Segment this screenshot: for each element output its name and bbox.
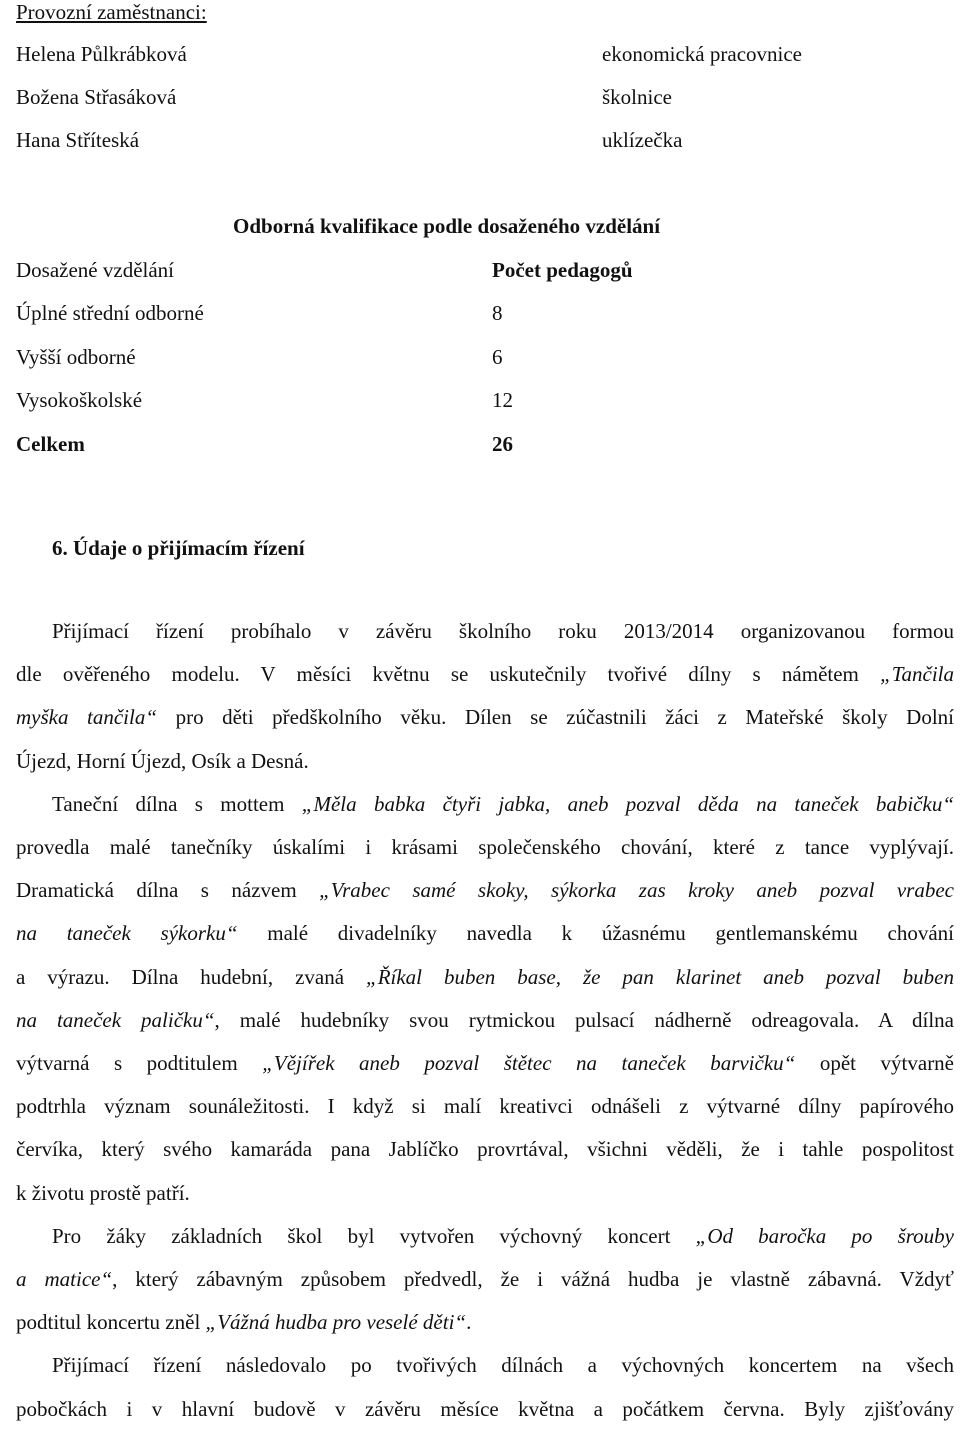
body-text bbox=[16, 610, 954, 1431]
text-line: Újezd, Horní Újezd, Osík a Desná. bbox=[16, 748, 309, 773]
col-education-header: Dosažené vzdělání bbox=[16, 258, 175, 282]
staff-role: ekonomická pracovnice bbox=[602, 42, 802, 66]
text-line: podtitul koncertu zněl „Vážná hudba pro veselé děti“. bbox=[16, 1310, 472, 1335]
staff-name: Božena Střasáková bbox=[16, 85, 177, 109]
staff-heading: Provozní zaměstnanci: bbox=[16, 0, 207, 24]
table-total-value: 26 bbox=[492, 432, 513, 456]
table-row-label: Vyšší odborné bbox=[16, 345, 136, 369]
staff-role: uklízečka bbox=[602, 128, 683, 152]
table-row-value: 8 bbox=[492, 301, 503, 325]
text-line: Dramatická dílna s názvem „Vrabec samé skoky, sýkorka zas kroky aneb pozval vrabec bbox=[16, 878, 954, 903]
text-line: Taneční dílna s mottem „Měla babka čtyři jabka, aneb pozval děda na taneček babičku“ bbox=[52, 791, 955, 816]
text-line: provedla malé tanečníky úskalími i krásami společenského chování, které z tance vyplývají. bbox=[16, 835, 954, 860]
text-line: Pro žáky základních škol byl vytvořen výchovný koncert „Od baročka po šrouby bbox=[52, 1223, 955, 1248]
text-line: červíka, který svého kamaráda pana Jablíčko provrtával, všichni věděli, že i tahle pospolitost bbox=[16, 1137, 954, 1162]
text-line: Přijímací řízení následovalo po tvořivých dílnách a výchovných koncertem na všech bbox=[52, 1353, 954, 1378]
staff-name: Hana Stříteská bbox=[16, 128, 140, 152]
text-line: dle ověřeného modelu. V měsíci květnu se uskutečnily tvořivé dílny s námětem „Tančila bbox=[16, 662, 954, 687]
text-line: a výrazu. Dílna hudební, zvaná „Říkal buben base, že pan klarinet aneb pozval buben bbox=[16, 964, 955, 989]
text-line: k životu prostě patří. bbox=[16, 1180, 190, 1205]
table-row-value: 12 bbox=[492, 388, 513, 412]
text-line: na taneček sýkorku“ malé divadelníky navedla k úžasnému gentlemanskému chování bbox=[16, 921, 954, 946]
table-row-label: Vysokoškolské bbox=[16, 388, 143, 412]
text-line: pobočkách i v hlavní budově v závěru měsíce května a počátkem června. Byly zjišťovány bbox=[16, 1396, 954, 1421]
table-row-value: 6 bbox=[492, 345, 503, 369]
staff-name: Helena Půlkrábková bbox=[16, 42, 187, 66]
text-line: Přijímací řízení probíhalo v závěru školního roku 2013/2014 organizovanou formou bbox=[52, 619, 954, 643]
text-line: a matice“, který zábavným způsobem předvedl, že i vážná hudba je vlastně zábavná. Vždyť bbox=[16, 1267, 954, 1292]
table-row-label: Úplné střední odborné bbox=[16, 301, 204, 325]
qualification-title: Odborná kvalifikace podle dosaženého vzdělání bbox=[233, 214, 661, 238]
table-total-label: Celkem bbox=[16, 432, 85, 456]
col-count-header: Počet pedagogů bbox=[492, 258, 633, 282]
text-line: výtvarná s podtitulem „Vějířek aneb pozval štětec na taneček barvičku“ opět výtvarně bbox=[16, 1051, 955, 1076]
staff-role: školnice bbox=[602, 85, 672, 109]
text-line: myška tančila“ pro děti předškolního věku. Dílen se zúčastnili žáci z Mateřské školy Dolní bbox=[16, 705, 954, 730]
text-line: podtrhla význam sounáležitosti. I když si malí kreativci odnášeli z výtvarné dílny papírového bbox=[16, 1094, 954, 1119]
section-heading: 6. Údaje o přijímacím řízení bbox=[52, 536, 305, 560]
text-line: na taneček paličku“, malé hudebníky svou rytmickou pulsací nádherně odreagovala. A dílna bbox=[16, 1007, 955, 1032]
